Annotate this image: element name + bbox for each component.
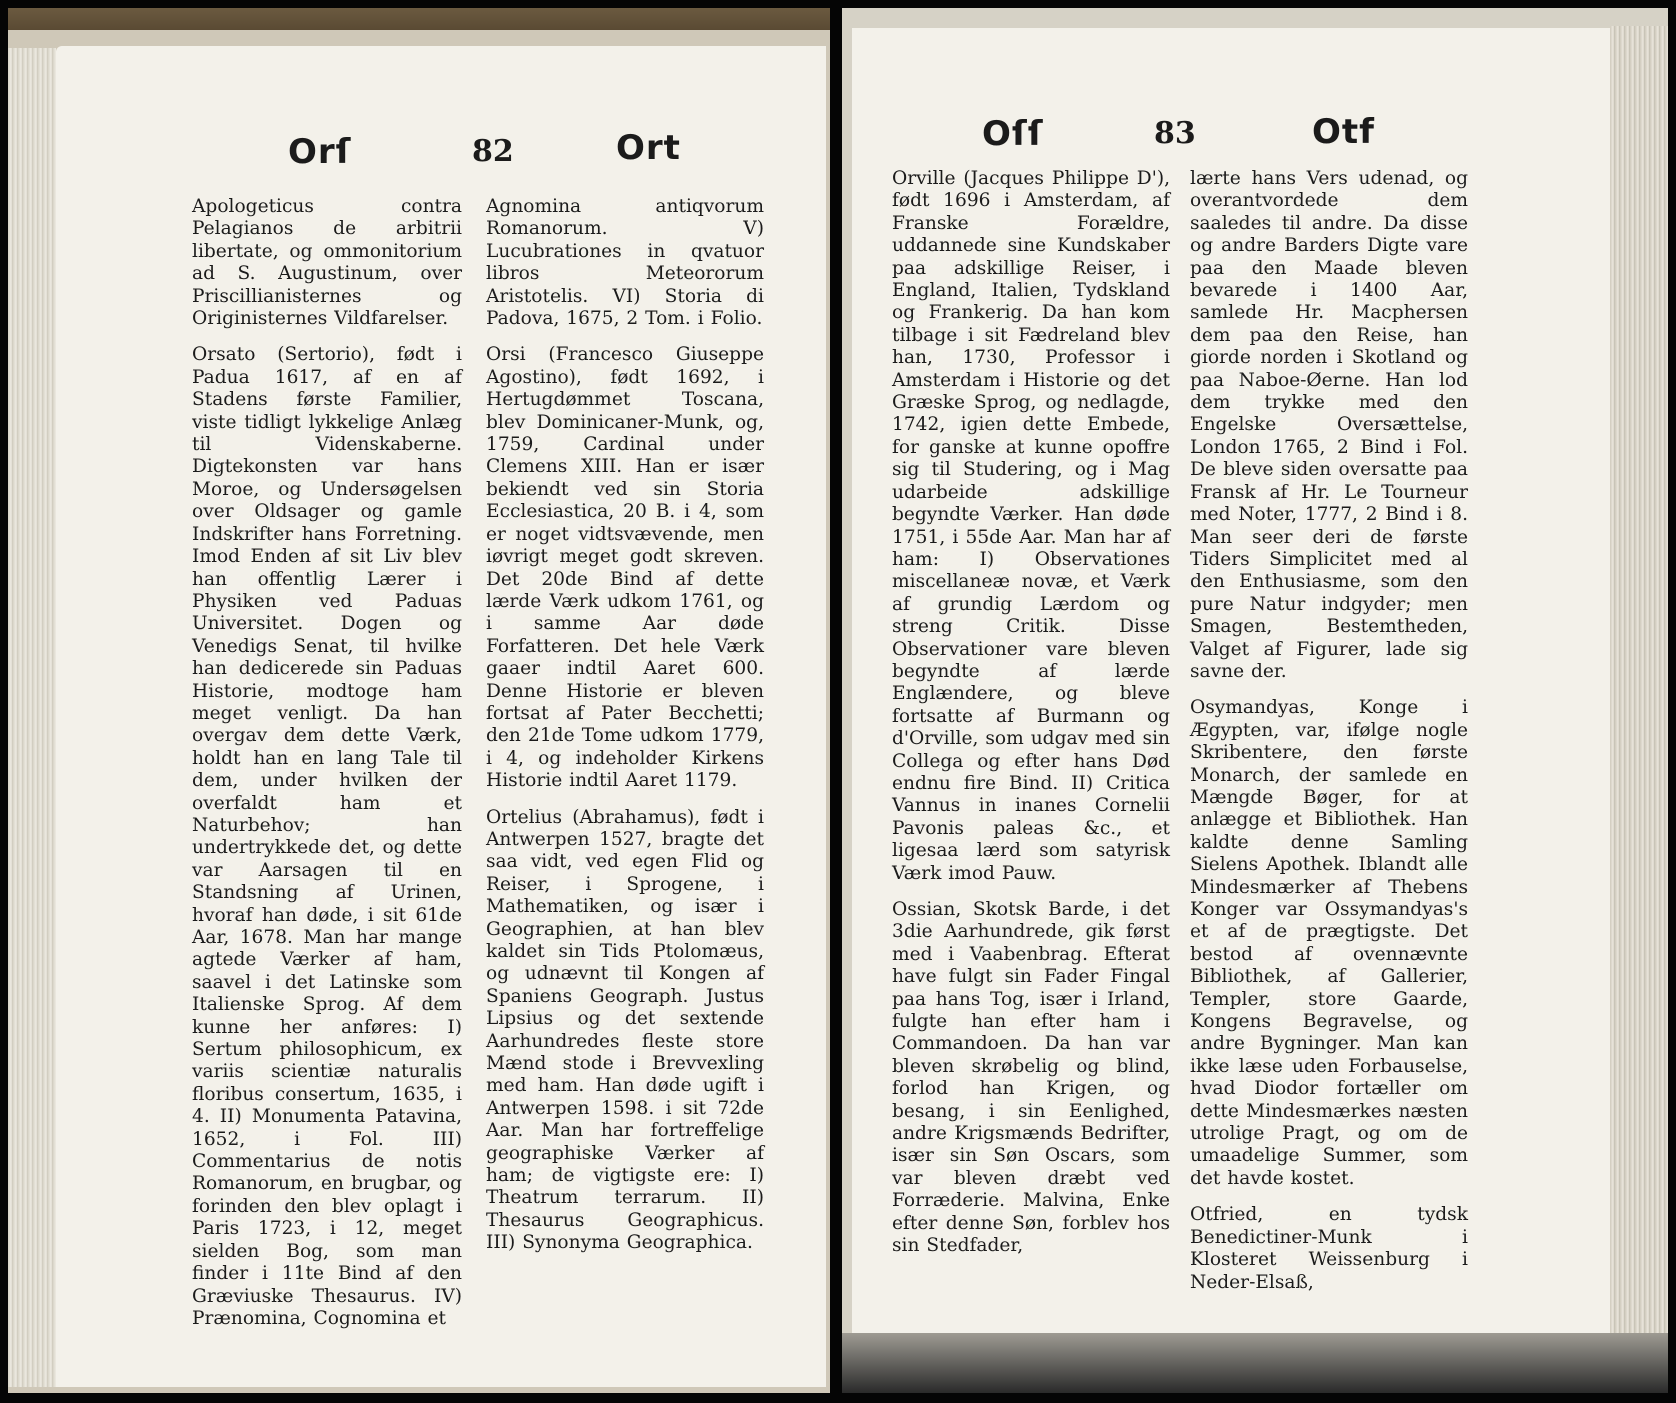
- running-head-left: Orſ: [288, 132, 352, 172]
- running-head-right: Otf: [1312, 112, 1375, 152]
- text-column-1: [892, 168, 1170, 1258]
- text-column-2: [1190, 168, 1468, 1294]
- running-head-right: Ort: [616, 128, 681, 168]
- page-header-83: [852, 28, 1610, 154]
- paragraph: Otfried, en tydsk Benedictiner-Munk i Klosteret Weissenburg i Neder-Elsaß,: [1190, 1204, 1468, 1293]
- page-number: 82: [472, 134, 514, 169]
- page-header-82: [56, 46, 826, 172]
- page-83: [852, 28, 1610, 1337]
- right-page-photo: [842, 8, 1668, 1393]
- running-head-left: Oſſ: [982, 114, 1044, 154]
- page-82: [56, 46, 826, 1387]
- page-bottom-shadow: [842, 1333, 1668, 1393]
- text-column-1: [192, 196, 462, 1330]
- paragraph: Ossian, Skotsk Barde, i det 3die Aarhundrede, gik først med i Vaabenbrag. Efterat have fulgt sin Fader Fingal paa hans Tog, især i Irland, fulgte han efter ham i Commandoen. Da han var bleven skrøbelig og blind, forlod han Krigen, og besang, i sin Eenlighed, andre Krigsmænds Bedrifter, især sin Søn Oscars, som var bleven dræbt ved Forræderie. Malvina, Enke efter denne Søn, forblev hos sin Stedfader,: [892, 899, 1170, 1257]
- paragraph: Agnomina antiqvorum Romanorum. V) Lucubrationes in qvatuor libros Meteororum Aristotelis. VI) Storia di Padova, 1675, 2 Tom. i Folio.: [486, 196, 764, 330]
- paragraph: Ortelius (Abrahamus), født i Antwerpen 1527, bragte det saa vidt, ved egen Flid og Reiser, i Sprogene, i Mathematiken, og især i Geographien, at han blev kaldet sin Tids Ptolomæus, og udnævnt til Kongen af Spaniens Geograph. Justus Lipsius og det sextende Aarhundredes fleste store Mænd stode i Brevvexling med ham. Han døde ugift i Antwerpen 1598. i sit 72de Aar. Man har fortreffelige geographiske Værker af ham; de vigtigste ere: I) Theatrum terrarum. II) Thesaurus Geographicus. III) Synonyma Geographica.: [486, 806, 764, 1254]
- right-page-edges: [1610, 26, 1668, 1373]
- text-column-2: [486, 196, 764, 1255]
- paragraph: Orsato (Sertorio), født i Padua 1617, af en af Stadens første Familier, viste tidligt lykkelige Anlæg til Videnskaberne. Digtekonsten var hans Moroe, og Undersøgelsen over Oldsager og gamle Indskrifter hans Forretning. Imod Enden af sit Liv blev han offentlig Lærer i Physiken ved Paduas Universitet. Dogen og Venedigs Senat, til hvilke han dedicerede sin Paduas Historie, modtoge ham meget venligt. Da han overgav dem dette Værk, holdt han en lang Tale til dem, under hvilken der overfaldt ham et Naturbehov; han undertrykkede det, og dette var Aarsagen til en Standsning af Urinen, hvoraf han døde, i sit 61de Aar, 1678. Man har mange agtede Værker af ham, saavel i det Latinske som Italienske Sprog. Af dem kunne her anføres: I) Sertum philosophicum, ex variis scientiæ naturalis floribus consertum, 1635, i 4. II) Monumenta Patavina, 1652, i Fol. III) Commentarius de notis Romanorum, en brugbar, og forinden den blev oplagt i Paris 1723, i 12, meget sielden Bog, som man finder i 11te Bind af den Græviuske Thesaurus. IV) Prænomina, Cognomina et: [192, 344, 462, 1329]
- page-number: 83: [1154, 116, 1196, 151]
- paragraph: Orville (Jacques Philippe D'), født 1696 i Amsterdam, af Franske Forældre, uddannede sine Kundskaber paa adskillige Reiser, i England, Italien, Tydskland og Frankerig. Da han kom tilbage i sit Fædreland blev han, 1730, Professor i Amsterdam i Historie og det Græske Sprog, og nedlagde, 1742, igien dette Embede, for ganske at kunne opoffre sig til Studering, og i Mag udarbeide adskillige begyndte Værker. Han døde 1751, i 55de Aar. Man har af ham: I) Observationes miscellaneæ novæ, et Værk af grundig Lærdom og streng Critik. Disse Observationer vare bleven begyndte af lærde Englændere, og bleve fortsatte af Burmann og d'Orville, som udgav med sin Collega og efter hans Død endnu fire Bind. II) Critica Vannus in inanes Cornelii Pavonis paleas &c., et ligesaa lærd som satyrisk Værk imod Pauw.: [892, 168, 1170, 884]
- paragraph: Apologeticus contra Pelagianos de arbitrii libertate, og ommonitorium ad S. Augustinum, over Priscillianisternes og Originisternes Vildfarelser.: [192, 196, 462, 330]
- paragraph: lærte hans Vers udenad, og overantvordede dem saaledes til andre. Da disse og andre Barders Digte vare paa den Maade bleven bevarede i 1400 Aar, samlede Hr. Macphersen dem paa den Reise, han giorde norden i Skotland og paa Naboe-Øerne. Han lod dem trykke med den Engelske Oversættelse, London 1765, 2 Bind i Fol. De bleve siden oversatte paa Fransk af Hr. Le Tourneur med Noter, 1777, 2 Bind i 8. Man seer deri de første Tiders Simplicitet med al den Enthusiasme, som den pure Natur indgyder; men Smagen, Bestemtheden, Valget af Figurer, lade sig savne der.: [1190, 168, 1468, 682]
- paragraph: Osymandyas, Konge i Ægypten, var, ifølge nogle Skribentere, den første Monarch, der samlede en Mængde Bøger, for at anlægge et Bibliothek. Han kaldte denne Samling Sielens Apothek. Iblandt alle Mindesmærker af Thebens Konger var Ossymandyas's et af de prægtigste. Det bestod af ovennævnte Bibliothek, af Gallerier, Templer, store Gaarde, Kongens Begravelse, og andre Bygninger. Man kan ikke læse uden Forbauselse, hvad Diodor fortæller om dette Mindesmærkes næsten utrolige Pragt, og om de umaadelige Summer, som det havde kostet.: [1190, 697, 1468, 1189]
- left-page-photo: [8, 8, 830, 1393]
- paragraph: Orsi (Francesco Giuseppe Agostino), født 1692, i Hertugdømmet Toscana, blev Dominicaner-Munk, og, 1759, Cardinal under Clemens XIII. Han er især bekiendt ved sin Storia Ecclesiastica, 20 B. i 4, som er noget vidtsvævende, men iøvrigt meget godt skreven. Det 20de Bind af dette lærde Værk udkom 1761, og i samme Aar døde Forfatteren. Det hele Værk gaaer indtil Aaret 600. Denne Historie er bleven fortsat af Pater Becchetti; den 21de Tome udkom 1779, i 4, og indeholder Kirkens Historie indtil Aaret 1179.: [486, 344, 764, 792]
- left-page-edges: [8, 48, 56, 1387]
